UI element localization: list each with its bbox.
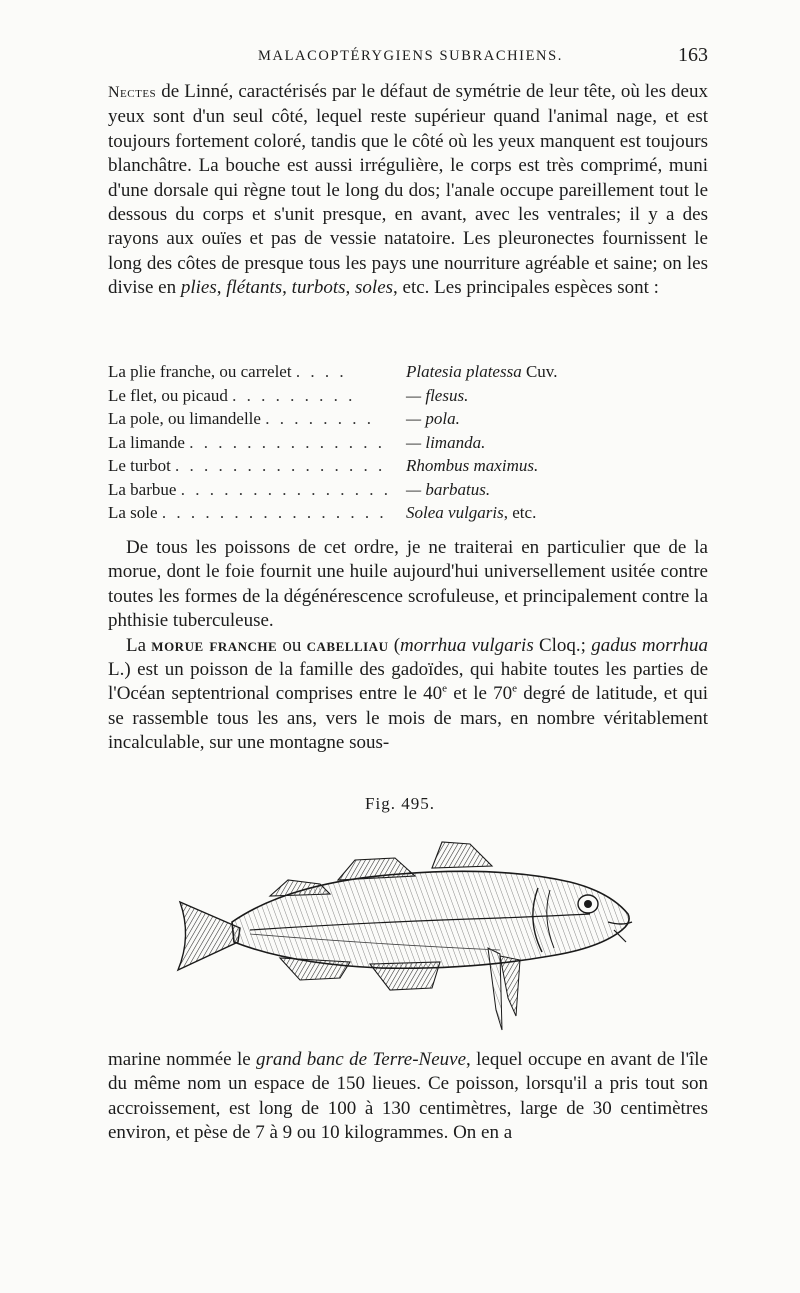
running-title: MALACOPTÉRYGIENS SUBRACHIENS. <box>258 48 564 64</box>
italic-term: turbots <box>291 277 346 299</box>
lead-word: Nectes <box>108 84 157 101</box>
text-run: La <box>126 634 152 656</box>
cod-paragraphs <box>108 536 708 756</box>
species-french-name <box>108 386 355 406</box>
fish-tail <box>178 902 240 970</box>
text-run: , <box>282 277 292 299</box>
species-row <box>108 503 688 527</box>
leader-dots: . . . . . . . . . . . . . . <box>189 432 385 452</box>
author: Cuv. <box>521 362 558 381</box>
text-run: marine nommée le <box>108 1049 257 1070</box>
italic-term: flétants <box>226 277 283 299</box>
text-run: , <box>216 277 227 299</box>
italic-term: plies <box>180 277 217 299</box>
closing-paragraph <box>108 1048 708 1146</box>
species-latin-name <box>406 409 460 429</box>
latin-name: — pola. <box>406 409 460 428</box>
paragraph-text: De tous les poissons de cet ordre, je ne traiterai en particulier que de la morue, dont le foie fournit une huile aujourd'hui universellement usitée contre toutes les formes de la dégénérescence scrofuleuse, et principalement contre la phthisie tuberculeuse. <box>108 537 708 632</box>
species-list <box>108 362 688 527</box>
bold-term: morue franche <box>151 634 278 656</box>
french-name: La limande <box>108 432 185 452</box>
species-latin-name <box>406 503 536 523</box>
species-row <box>108 409 688 433</box>
leader-dots: . . . . . . . . . . . . . . . <box>175 456 386 475</box>
species-row <box>108 362 688 386</box>
superscript: e <box>512 683 518 696</box>
french-name: Le turbot <box>108 456 171 475</box>
leader-dots: . . . . . . . . . <box>232 385 356 405</box>
page-header <box>108 44 708 74</box>
text-run: de Linné, caractérisés par le défaut de symétrie de leur tête, où les deux yeux sont d'un seul côté, lequel reste supérieur quand l'animal nage, et est toujours fortement coloré, tandis que le côté où les yeux manquent est toujours blanchâtre. La bouche est aussi irrégulière, le corps est très comprimé, muni d'une dorsale qui règne tout le long du dos; l'anale occupe pareillement tout le dessous du corps et s'unit presque, en avant, avec les ventrales; il y a des rayons aux ouïes et pas de vessie natatoire. Les pleuronectes fournissent le long des côtes de presque tous les pays une nourriture agréable et saine; on les divise en <box>108 81 708 299</box>
italic-term: morrhua vulgaris <box>400 634 534 656</box>
species-french-name <box>108 480 391 500</box>
text-run: , etc. Les principales espèces sont : <box>393 277 659 299</box>
species-french-name <box>108 433 385 453</box>
french-name: La plie franche, ou carrelet <box>108 362 292 381</box>
italic-term: soles <box>355 277 394 299</box>
text-run: et le 70 <box>447 683 513 705</box>
italic-term: gadus morrhua <box>591 634 709 656</box>
leader-dots: . . . . <box>295 362 347 381</box>
leader-dots: . . . . . . . . <box>265 409 374 428</box>
species-latin-name <box>406 386 468 406</box>
species-row <box>108 480 688 504</box>
latin-name: — flesus. <box>406 385 469 405</box>
latin-name: Solea vulgaris <box>406 503 504 522</box>
superscript: e <box>442 683 448 696</box>
species-latin-name <box>406 456 538 476</box>
french-name: La sole <box>108 503 158 522</box>
latin-name: — barbatus. <box>406 479 491 499</box>
text-run: , <box>345 277 356 299</box>
figure-caption: Fig. 495. <box>365 794 435 813</box>
text-run: ( <box>388 634 401 656</box>
french-name: La barbue <box>108 479 177 499</box>
text-run: Cloq.; <box>533 634 592 656</box>
text-run: , lequel occupe en avant de l'île du même nom un espace de 150 lieues. Ce poisson, lorsqu'il a pris tout son accroissement, est long de 100 à 130 centimètres, large de 30 centimètres environ, et pèse de 7 à 9 ou 10 kilogrammes. On en a <box>108 1049 708 1144</box>
species-latin-name <box>406 362 557 382</box>
leader-dots: . . . . . . . . . . . . . . . <box>180 479 391 499</box>
latin-name: Platesia platessa <box>406 362 522 381</box>
leader-dots: . . . . . . . . . . . . . . . . <box>161 503 387 522</box>
paragraph-text <box>108 80 708 301</box>
page-number: 163 <box>678 44 708 66</box>
cod-fish-illustration <box>170 830 640 1040</box>
species-french-name <box>108 456 385 476</box>
species-french-name <box>108 362 347 382</box>
text-run: est un poisson de la famille des gadoïdes, qui habite toutes les parties de l'Océan septentrional comprises entre le 40 <box>108 659 708 705</box>
latin-name: Rhombus maximus. <box>406 456 539 475</box>
french-name: La pole, ou limandelle <box>108 409 261 428</box>
italic-term: grand banc de Terre-Neuve <box>256 1049 467 1070</box>
latin-name: — limanda. <box>406 432 486 452</box>
species-french-name <box>108 409 374 429</box>
intro-paragraph <box>108 80 708 301</box>
paragraph-text <box>108 1048 708 1146</box>
paragraph-text <box>108 634 708 756</box>
text-run: ou <box>277 634 307 656</box>
author: , etc. <box>503 503 537 522</box>
species-latin-name <box>406 480 490 500</box>
bold-term: cabelliau <box>306 634 389 656</box>
species-row <box>108 456 688 480</box>
species-french-name <box>108 503 387 523</box>
species-latin-name <box>406 433 485 453</box>
text-run: L.) <box>108 659 131 681</box>
species-row <box>108 433 688 457</box>
french-name: Le flet, ou picaud <box>108 385 228 405</box>
text-run: degré de latitude, et qui se rassemble tous les ans, vers le mois de mars, en nombre véritablement incalculable, sur une montagne sous- <box>108 683 708 754</box>
species-row <box>108 386 688 410</box>
